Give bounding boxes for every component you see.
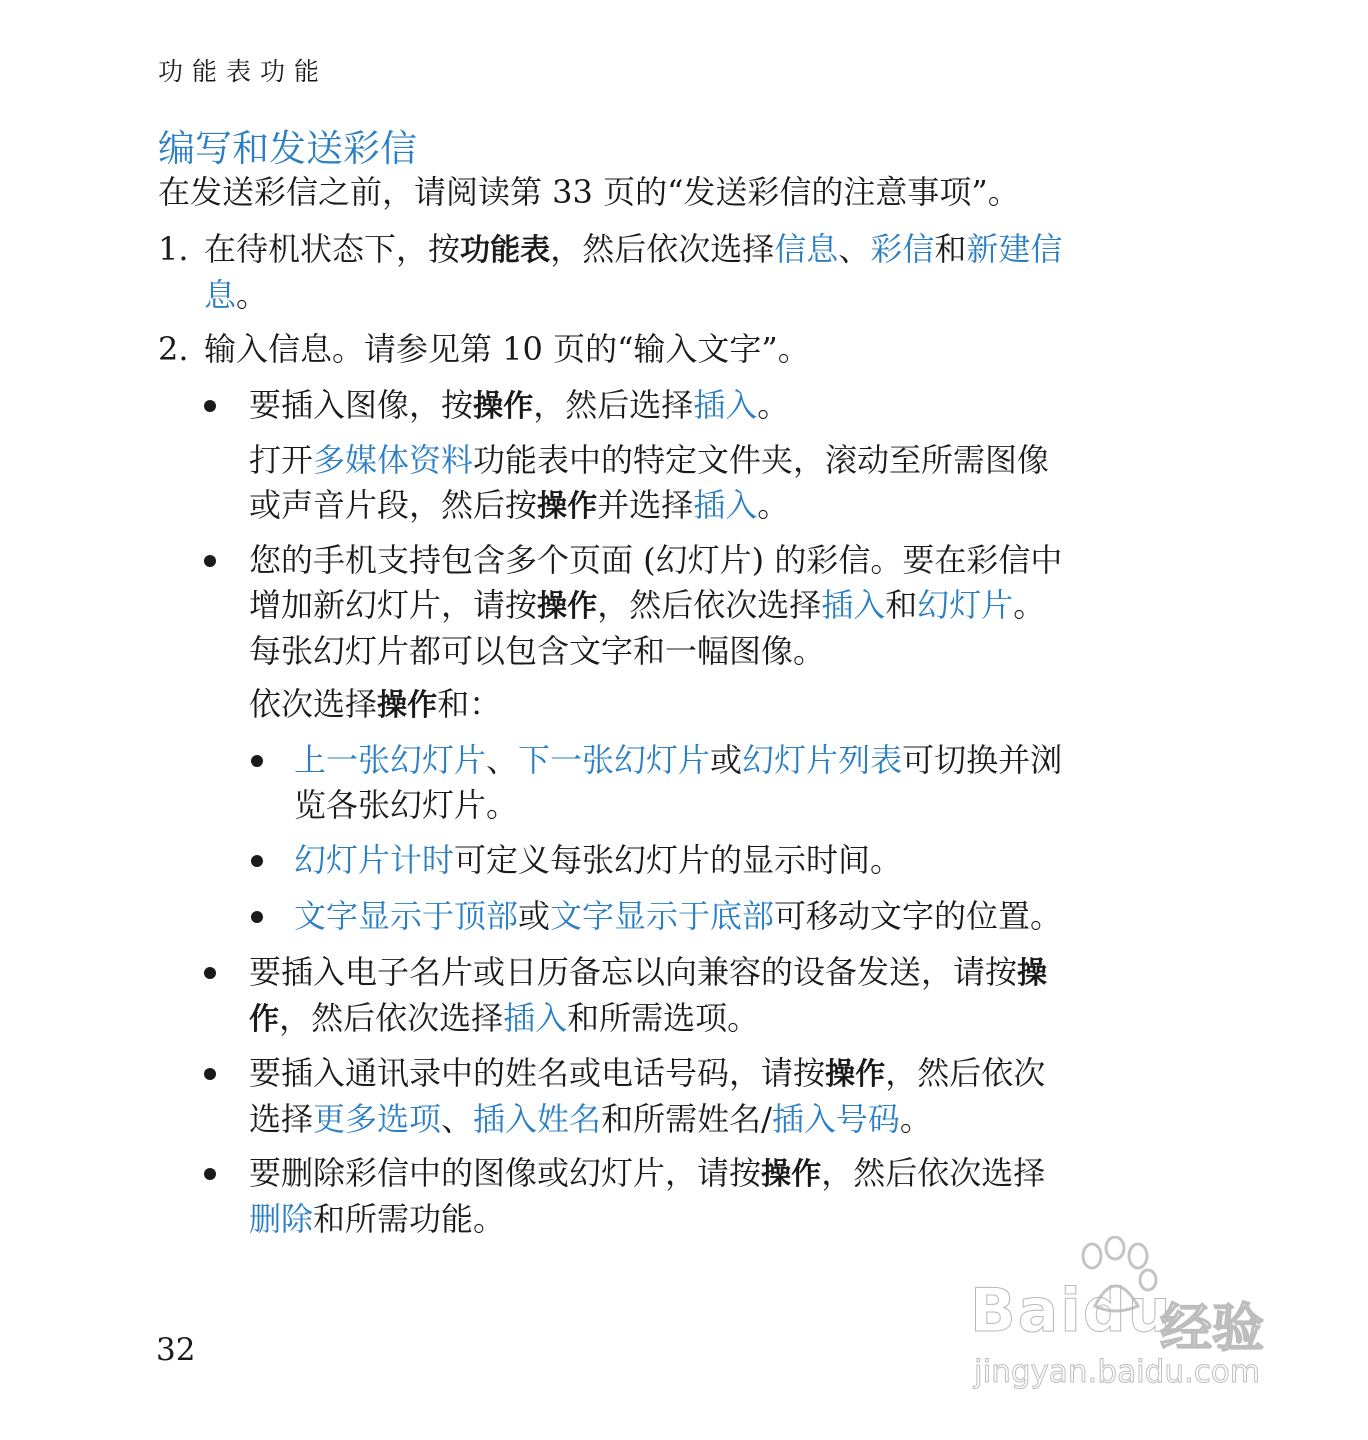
link-new-message: 新建信 bbox=[966, 230, 1063, 268]
bullet-dot bbox=[251, 755, 263, 767]
page-title: 编写和发送彩信 bbox=[158, 127, 417, 170]
choose-options-text: 依次选择操作和： bbox=[249, 685, 502, 723]
step-2-text: 输入信息。请参见第 10 页的“输入文字”。 bbox=[204, 330, 810, 368]
watermark-jingyan: 经验 bbox=[1160, 1299, 1265, 1359]
insert-image-detail: 打开多媒体资料功能表中的特定文件夹，滚动至所需图像 或声音片段，然后按操作并选择插入。 bbox=[249, 441, 1050, 524]
bullet-dot bbox=[204, 400, 216, 412]
link-messages: 信息 bbox=[774, 230, 839, 268]
sub-option-text-position: 文字显示于顶部或文字显示于底部可移动文字的位置。 bbox=[294, 897, 1063, 935]
watermark-url: jingyan.baidu.com bbox=[974, 1354, 1261, 1390]
bullet-dot bbox=[251, 855, 263, 867]
step-1-text: 在待机状态下，按功能表，然后依次选择信息、彩信和新建信 息。 bbox=[204, 230, 1063, 314]
baidu-watermark bbox=[960, 1236, 1290, 1396]
intro-paragraph: 在发送彩信之前，请阅读第 33 页的“发送彩信的注意事项”。 bbox=[158, 173, 1020, 211]
bullet-dot bbox=[204, 967, 216, 979]
link-mms: 彩信 bbox=[870, 230, 935, 268]
bullet-dot bbox=[204, 1068, 216, 1080]
step-1-number: 1. bbox=[158, 230, 189, 268]
section-header: 功能表功能 bbox=[158, 57, 329, 86]
insert-contact-text: 要插入通讯录中的姓名或电话号码，请按操作，然后依次 选择更多选项、插入姓名和所需姓名/插入号码。 bbox=[249, 1054, 1046, 1138]
page-number: 32 bbox=[156, 1332, 196, 1368]
slides-text: 您的手机支持包含多个页面 (幻灯片) 的彩信。要在彩信中 增加新幻灯片，请按操作，然后依次选择插入和幻灯片。 每张幻灯片都可以包含文字和一幅图像。 bbox=[249, 541, 1063, 670]
step-2-number: 2. bbox=[158, 330, 189, 368]
sub-option-slide-timing: 幻灯片计时可定义每张幻灯片的显示时间。 bbox=[294, 841, 903, 879]
insert-card-text: 要插入电子名片或日历备忘以向兼容的设备发送，请按操 作，然后依次选择插入和所需选项。 bbox=[249, 953, 1048, 1037]
sub-option-slide-nav: 上一张幻灯片、下一张幻灯片或幻灯片列表可切换并浏 览各张幻灯片。 bbox=[294, 741, 1063, 824]
watermark-brand: Baidu bbox=[970, 1276, 1173, 1346]
insert-image-text: 要插入图像，按操作，然后选择插入。 bbox=[249, 386, 790, 424]
bullet-dot bbox=[204, 555, 216, 567]
delete-text: 要删除彩信中的图像或幻灯片，请按操作，然后依次选择 删除和所需功能。 bbox=[249, 1154, 1046, 1238]
bullet-dot bbox=[204, 1168, 216, 1180]
bullet-dot bbox=[251, 911, 263, 923]
